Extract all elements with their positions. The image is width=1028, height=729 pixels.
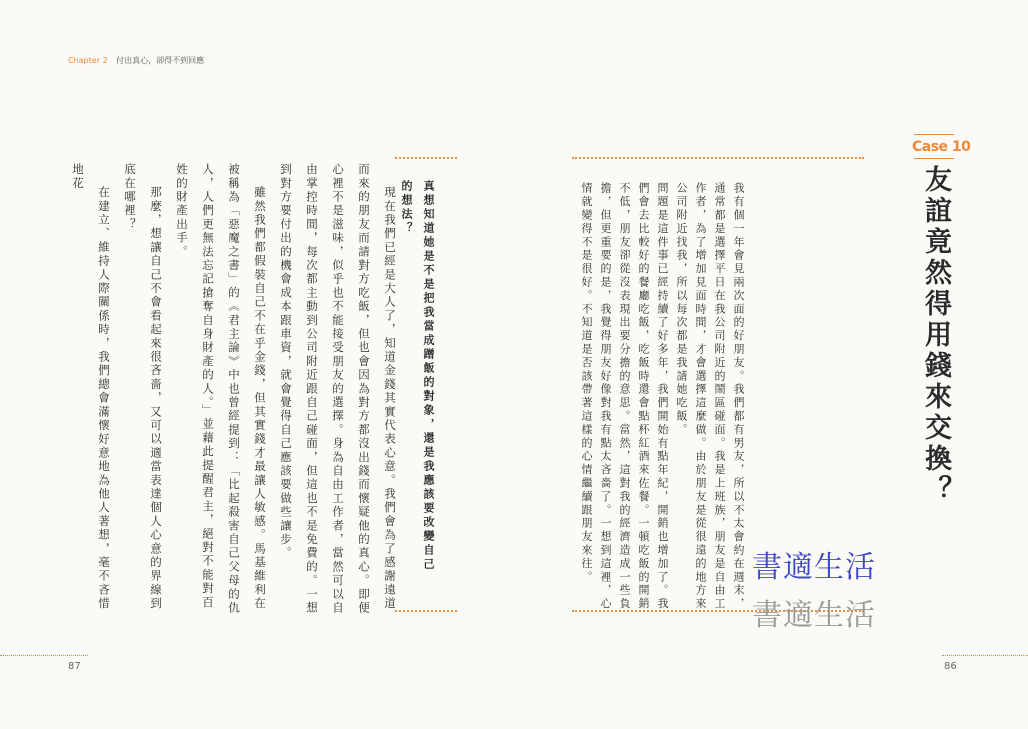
page-rule-right: [942, 655, 1028, 656]
body-text: [65, 163, 403, 623]
quote-line-2: 的想法？: [400, 180, 413, 236]
body-paragraph-2: 雖然我們都假裝自己不在乎金錢，但其實錢才最讓人敏感。馬基維利在被稱為「惡魔之書」的《君主論》中也曾經提到：「比起殺害自己父母的仇人，人們更無法忘記搶奪自身財產的人。」並藉此提醒君主，絕對不能對百姓的財產出手。: [175, 163, 267, 616]
running-header: [68, 55, 204, 66]
page-number-right: 86: [944, 661, 957, 672]
body-paragraph-4: 在建立、維持人際關係時，我們總會滿懷好意地為他人著想，毫不吝惜地花: [71, 163, 111, 611]
watermark-secondary: 書適生活: [752, 598, 876, 633]
chapter-title: 付出真心，卻得不到回應: [116, 56, 205, 65]
body-paragraph-1: 現在我們已經是大人了，知道金錢其實代表心意。我們會為了感謝遠道而來的朋友而請對方吃飯，但也會因為對方都沒出錢而懷疑他的真心。即便心裡不是滋味，似乎也不能接受朋友的選擇。身為自由工作者，當然可以自由掌控時間，每次都主動到公司附近跟自己碰面，但這也不是免費的。一想到對方要付出的機會成本跟車資，就會覺得自己應該要做些讓步。: [279, 163, 397, 616]
quote-dotline-bottom: [395, 610, 457, 612]
box-paragraph-1: 我有個一年會見兩次面的好朋友。我們都有男友，所以不太會約在週末，通常都是選擇平日在我公司附近的鬧區碰面。我是上班族，朋友是自由工作者，為了增加見面時間，才會選擇這麼做。由於朋友是從很遠的地方來公司附近找我，所以每次都是我請她吃飯。: [675, 182, 745, 611]
page-rule-left: [0, 655, 88, 656]
page-number-left: 87: [68, 661, 81, 672]
quote-dotline-top: [395, 157, 457, 159]
quote-line-1: 真想知道她是不是把我當成蹭飯的對象，還是我應該要改變自己: [422, 180, 435, 572]
chapter-label: Chapter 2: [68, 56, 108, 65]
case-label: Case 10: [912, 139, 971, 155]
case-box: [577, 182, 748, 612]
case-rule-top: [914, 134, 954, 135]
box-paragraph-2: 問題是這件事已經持續了好多年，我們開始有點年紀，開銷也增加了。我們會去比較好的餐廳吃飯，吃飯時還會點杯紅酒來佐餐。一頓吃飯的開銷不低，朋友卻從沒表現出要分擔的意思。當然，這對我的經濟造成一些負擔，但更重要的是，我覺得朋友好像對我有點太吝嗇了。一想到這裡，心情就變得不是很好。不知道是否該帶著這樣的心情繼續跟朋友來往。: [580, 182, 669, 611]
watermark-primary: 書適生活: [752, 550, 876, 585]
case-title: 友誼竟然得用錢來交換？: [920, 165, 951, 506]
case-rule-bottom: [914, 158, 954, 159]
body-paragraph-3: 那麼，想讓自己不會看起來很吝嗇，又可以適當表達個人心意的界線到底在哪裡？: [123, 163, 163, 611]
box-dotline-top: [572, 157, 864, 159]
